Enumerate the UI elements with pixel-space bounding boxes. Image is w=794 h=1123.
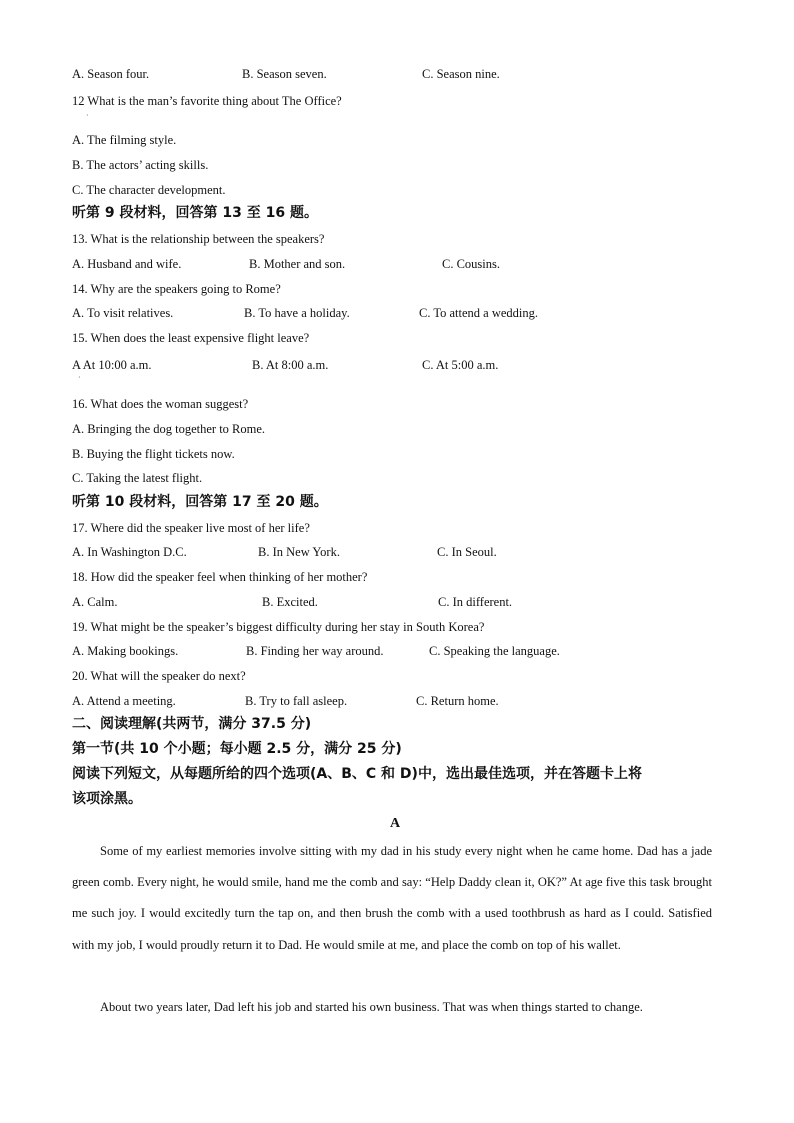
q13-stem: 13. What is the relationship between the speakers? xyxy=(72,232,325,246)
q13-option-a: A. Husband and wife. xyxy=(72,257,182,271)
q17-option-b: B. In New York. xyxy=(258,545,340,559)
section-9-heading: 听第 9 段材料，回答第 13 至 16 题。 xyxy=(72,205,318,221)
q18-option-b: B. Excited. xyxy=(262,595,318,609)
q20-stem: 20. What will the speaker do next? xyxy=(72,669,246,683)
passage-paragraph-1: Some of my earliest memories involve sitting with my dad in his study every night when he came home. Dad has a jade green comb. Every night, he would smile, hand me the comb and say: “Help Daddy clean it, OK?” At age five this task brought me such joy. I would excitedly turn the tap on, and then brush the comb with a used toothbrush as hard as I could. Satisfied with my job, I would proudly return it to Dad. He would smile at me, and place the comb on top of his wallet. xyxy=(72,844,712,952)
instructions-line-1: 阅读下列短文，从每题所给的四个选项(A、B、C 和 D)中，选出最佳选项，并在答题卡上将 xyxy=(72,766,642,782)
q11-option-b: B. Season seven. xyxy=(242,67,327,81)
q12-option-b: B. The actors’ acting skills. xyxy=(72,158,209,172)
q17-option-c: C. In Seoul. xyxy=(437,545,497,559)
q19-option-c: C. Speaking the language. xyxy=(429,644,560,658)
q13-option-b: B. Mother and son. xyxy=(249,257,346,271)
q16-option-a: A. Bringing the dog together to Rome. xyxy=(72,422,266,436)
passage-paragraph-2: About two years later, Dad left his job and started his own business. That was when things started to change. xyxy=(100,1000,643,1014)
q14-option-c: C. To attend a wedding. xyxy=(419,306,539,320)
q18-option-c: C. In different. xyxy=(438,595,513,609)
dot-mark: · xyxy=(78,373,81,382)
q12-stem: 12 What is the man’s favorite thing about The Office? xyxy=(72,94,342,108)
q16-option-c: C. Taking the latest flight. xyxy=(72,471,203,485)
q14-stem: 14. Why are the speakers going to Rome? xyxy=(72,282,281,296)
q20-option-c: C. Return home. xyxy=(416,694,499,708)
q20-option-a: A. Attend a meeting. xyxy=(72,694,176,708)
q12-option-a: A. The filming style. xyxy=(72,133,177,147)
q19-option-a: A. Making bookings. xyxy=(72,644,179,658)
q13-option-c: C. Cousins. xyxy=(442,257,501,271)
q14-option-b: B. To have a holiday. xyxy=(244,306,350,320)
q12-option-c: C. The character development. xyxy=(72,183,226,197)
passage-title: A xyxy=(390,816,401,831)
q16-stem: 16. What does the woman suggest? xyxy=(72,397,249,411)
q14-option-a: A. To visit relatives. xyxy=(72,306,174,320)
q15-stem: 15. When does the least expensive flight leave? xyxy=(72,331,310,345)
q16-option-b: B. Buying the flight tickets now. xyxy=(72,447,235,461)
section-10-heading: 听第 10 段材料，回答第 17 至 20 题。 xyxy=(72,494,328,510)
q18-option-a: A. Calm. xyxy=(72,595,118,609)
q17-stem: 17. Where did the speaker live most of her life? xyxy=(72,521,310,535)
part-2-heading: 二、阅读理解(共两节，满分 37.5 分) xyxy=(72,716,312,732)
q15-option-c: C. At 5:00 a.m. xyxy=(422,358,499,372)
q11-option-c: C. Season nine. xyxy=(422,67,500,81)
section-1-heading: 第一节(共 10 个小题；每小题 2.5 分，满分 25 分) xyxy=(72,741,402,757)
q15-option-b: B. At 8:00 a.m. xyxy=(252,358,329,372)
q19-option-b: B. Finding her way around. xyxy=(246,644,384,658)
q17-option-a: A. In Washington D.C. xyxy=(72,545,187,559)
q15-option-a: A At 10:00 a.m. xyxy=(72,358,152,372)
q19-stem: 19. What might be the speaker’s biggest difficulty during her stay in South Korea? xyxy=(72,620,485,634)
q18-stem: 18. How did the speaker feel when thinking of her mother? xyxy=(72,570,368,584)
instructions-line-2: 该项涂黑。 xyxy=(72,791,142,807)
q11-option-a: A. Season four. xyxy=(72,67,150,81)
q20-option-b: B. Try to fall asleep. xyxy=(245,694,348,708)
dot-mark: · xyxy=(86,111,89,120)
